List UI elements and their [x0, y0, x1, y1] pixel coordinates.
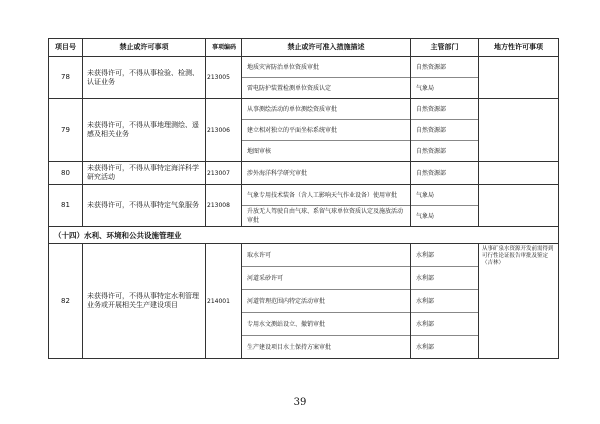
measure-text: 涉外海洋科学研究审批 [247, 169, 308, 177]
page-number: 39 [293, 397, 307, 408]
header-no: 项目号 [49, 39, 83, 57]
dept-text: 气象局 [416, 191, 435, 199]
row-item: 未获得许可，不得从事特定气象服务 [83, 185, 206, 227]
row-item: 未获得许可，不得从事地理测绘、遥感及相关业务 [83, 99, 206, 162]
header-item: 禁止或许可事项 [83, 39, 206, 57]
dept-text: 自然资源部 [416, 63, 447, 71]
license-table [48, 38, 559, 359]
measure-text: 生产建设项目水土保持方案审批 [242, 335, 410, 358]
measure-text: 从事测绘活动的单位测绘资质审批 [247, 105, 338, 113]
header-measure: 禁止或许可准入措施描述 [242, 39, 411, 57]
measure-text: 地质灾害防治单位资质审批 [247, 63, 320, 71]
dept-text: 自然资源部 [416, 105, 447, 113]
dept-text: 自然资源部 [411, 140, 478, 161]
measure-text: 气象专用技术装备（含人工影响天气作业设备）使用审批 [247, 191, 398, 199]
row-code: 213007 [206, 162, 242, 185]
table-row [49, 57, 559, 99]
dept-text: 水利部 [411, 335, 478, 358]
row-no: 80 [49, 162, 83, 185]
dept-text: 水利部 [411, 312, 478, 335]
dept-text: 自然资源部 [411, 119, 478, 140]
row-item: 未获得许可，不得从事特定海洋科学研究活动 [83, 162, 206, 185]
header-local: 地方性许可事项 [479, 39, 559, 57]
local-cell [479, 185, 559, 227]
section-row [49, 227, 559, 244]
row-code: 213008 [206, 185, 242, 227]
table-row [49, 99, 559, 162]
dept-text: 气象局 [411, 77, 478, 98]
measure-text: 河道管理范围内特定活动审批 [242, 289, 410, 312]
row-code: 213005 [206, 57, 242, 99]
header-code: 事项编码 [206, 39, 242, 57]
row-no: 81 [49, 185, 83, 227]
measure-text: 地图审核 [242, 140, 410, 161]
row-no: 82 [49, 244, 83, 359]
measure-text: 升放无人驾驶自由气球、系留气球单位资质认定及施放活动审批 [242, 205, 410, 226]
table-row [49, 185, 559, 227]
measure-text: 取水许可 [247, 251, 272, 259]
local-cell [479, 162, 559, 185]
row-item: 未获得许可，不得从事检验、检测、认证业务 [83, 57, 206, 99]
measure-text: 专用水文测站设立、撤销审批 [242, 312, 410, 335]
section-title: （十四）水利、环境和公共设施管理业 [49, 227, 559, 244]
dept-text: 气象局 [411, 205, 478, 226]
table-row [49, 244, 559, 359]
row-item: 未获得许可，不得从事特定水利管理业务或开展相关生产建设项目 [83, 244, 206, 359]
measure-text: 河道采砂许可 [242, 266, 410, 289]
row-code: 213006 [206, 99, 242, 162]
local-permit-note: 从事矿泉水资源开发前需得到可行性论证报告审批及鉴定（吉林） [479, 244, 559, 359]
local-cell [479, 99, 559, 162]
dept-text: 水利部 [411, 289, 478, 312]
row-code: 214001 [206, 244, 242, 359]
table-header-row [49, 39, 559, 57]
dept-text: 水利部 [411, 266, 478, 289]
row-no: 78 [49, 57, 83, 99]
measure-text: 建立相对独立的平面坐标系统审批 [242, 119, 410, 140]
dept-text: 水利部 [416, 251, 435, 259]
table-row [49, 162, 559, 185]
measure-text: 雷电防护装置检测单位资质认定 [242, 77, 410, 98]
header-dept: 主管部门 [411, 39, 479, 57]
row-no: 79 [49, 99, 83, 162]
local-cell [479, 57, 559, 99]
dept-text: 自然资源部 [416, 169, 447, 177]
